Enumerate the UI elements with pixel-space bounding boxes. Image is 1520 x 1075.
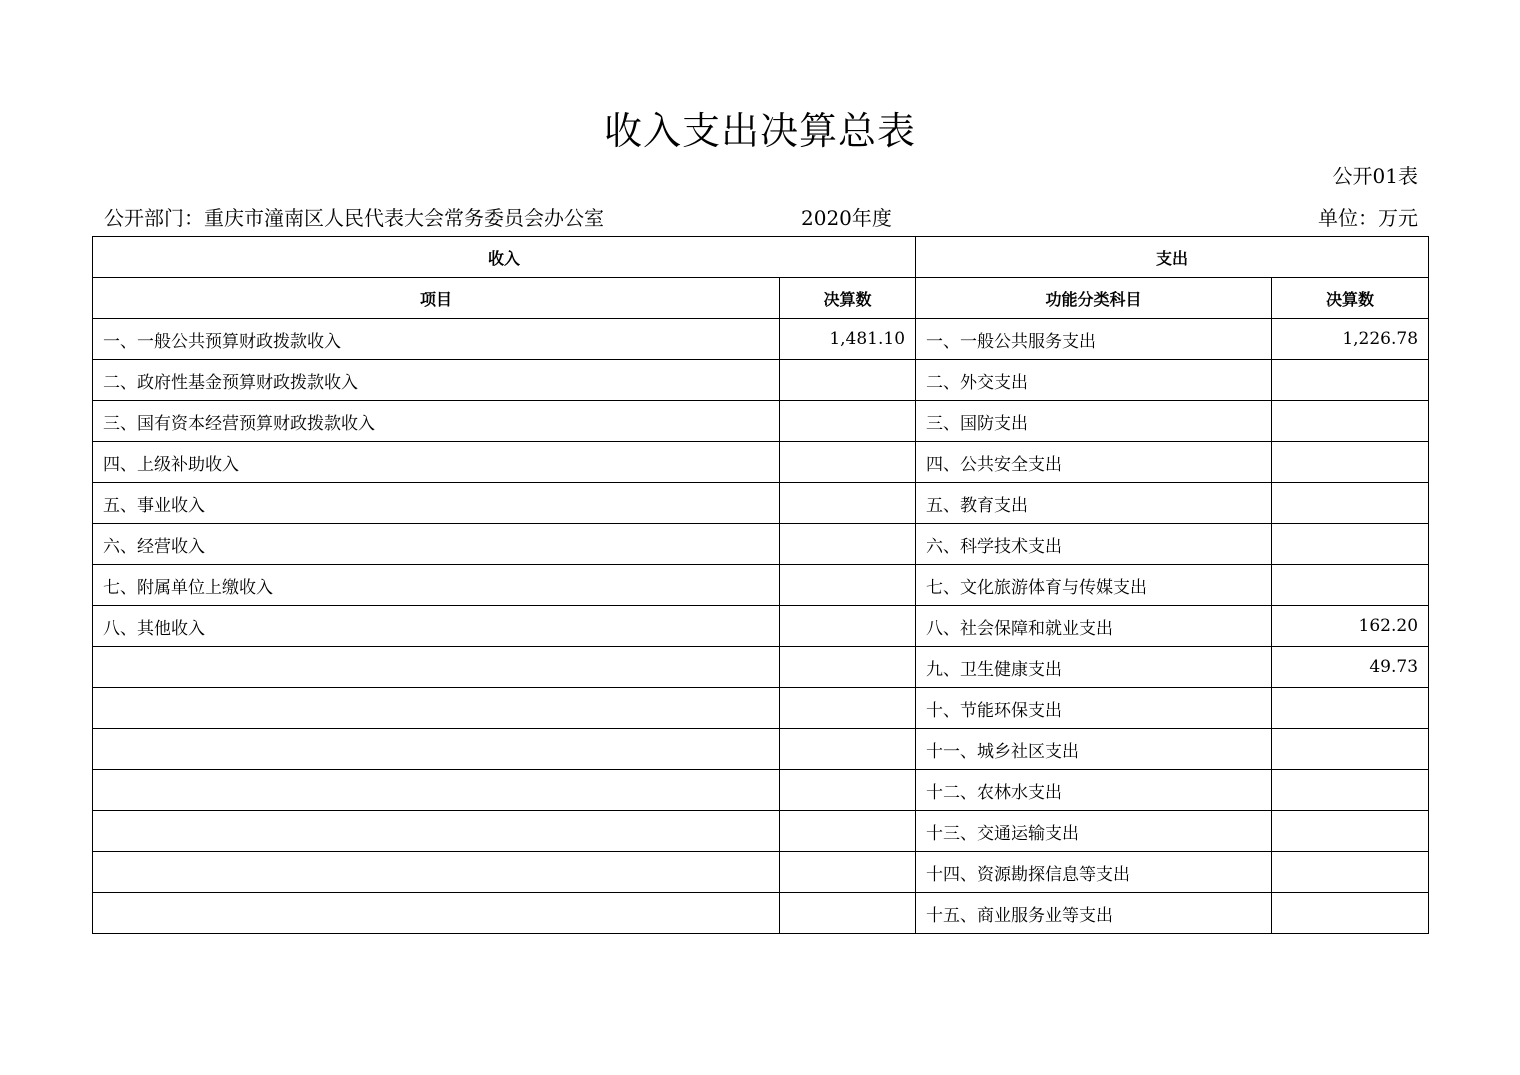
expense-item-cell: 九、卫生健康支出 [916,647,1272,688]
income-amount-cell [780,524,916,565]
expense-item-cell: 十二、农林水支出 [916,770,1272,811]
expense-item-cell: 四、公共安全支出 [916,442,1272,483]
income-amount-cell [780,442,916,483]
income-item-cell: 七、附属单位上缴收入 [93,565,780,606]
expense-item-cell: 十一、城乡社区支出 [916,729,1272,770]
expense-item-cell: 二、外交支出 [916,360,1272,401]
table-row [93,483,1429,524]
table-row [93,442,1429,483]
expense-amount-cell [1272,360,1429,401]
expense-amount-cell [1272,770,1429,811]
expense-item-cell: 八、社会保障和就业支出 [916,606,1272,647]
table-row [93,319,1429,360]
expense-amount-cell [1272,442,1429,483]
income-amount-cell [780,688,916,729]
income-amount-cell [780,647,916,688]
income-item-cell [93,688,780,729]
expense-item-cell: 六、科学技术支出 [916,524,1272,565]
expense-item-cell: 十五、商业服务业等支出 [916,893,1272,934]
expense-item-cell: 十、节能环保支出 [916,688,1272,729]
income-amount-cell [780,770,916,811]
income-expense-table [92,236,1429,934]
income-item-cell: 八、其他收入 [93,606,780,647]
expense-amount-cell [1272,483,1429,524]
expense-item-cell: 十四、资源勘探信息等支出 [916,852,1272,893]
expense-amount-cell [1272,565,1429,606]
col-header-function: 功能分类科目 [916,278,1272,319]
expense-item-cell: 十三、交通运输支出 [916,811,1272,852]
expense-amount-cell [1272,811,1429,852]
income-amount-cell [780,401,916,442]
table-row [93,811,1429,852]
expense-amount-cell: 162.20 [1272,606,1429,647]
income-amount-cell [780,729,916,770]
income-amount-cell: 1,481.10 [780,319,916,360]
income-item-cell [93,729,780,770]
column-header-row [93,278,1429,319]
table-row [93,524,1429,565]
page-title: 收入支出决算总表 [603,109,916,153]
col-header-item: 项目 [93,278,780,319]
table-row [93,360,1429,401]
col-header-expense-amount: 决算数 [1272,278,1429,319]
income-item-cell: 三、国有资本经营预算财政拨款收入 [93,401,780,442]
expense-item-cell: 一、一般公共服务支出 [916,319,1272,360]
unit-label: 单位：万元 [1318,206,1418,230]
income-item-cell: 二、政府性基金预算财政拨款收入 [93,360,780,401]
form-number: 公开01表 [1332,164,1418,188]
table-row [93,688,1429,729]
income-item-cell: 四、上级补助收入 [93,442,780,483]
expense-header: 支出 [916,237,1429,278]
expense-amount-cell [1272,401,1429,442]
table-row [93,852,1429,893]
expense-item-cell: 三、国防支出 [916,401,1272,442]
table-row [93,770,1429,811]
income-amount-cell [780,360,916,401]
income-item-cell [93,770,780,811]
income-item-cell [93,852,780,893]
expense-amount-cell [1272,852,1429,893]
income-item-cell [93,647,780,688]
table-row [93,729,1429,770]
expense-amount-cell: 1,226.78 [1272,319,1429,360]
income-item-cell: 一、一般公共预算财政拨款收入 [93,319,780,360]
table-row [93,647,1429,688]
income-amount-cell [780,483,916,524]
section-header-row [93,237,1429,278]
income-amount-cell [780,893,916,934]
expense-amount-cell: 49.73 [1272,647,1429,688]
table-row [93,606,1429,647]
table-row [93,565,1429,606]
income-header: 收入 [93,237,916,278]
table-row [93,893,1429,934]
expense-amount-cell [1272,688,1429,729]
income-amount-cell [780,606,916,647]
income-amount-cell [780,565,916,606]
income-item-cell [93,811,780,852]
table-row [93,401,1429,442]
expense-amount-cell [1272,524,1429,565]
expense-item-cell: 七、文化旅游体育与传媒支出 [916,565,1272,606]
document-meta [104,202,1418,230]
income-item-cell: 五、事业收入 [93,483,780,524]
fiscal-year: 2020年度 [801,206,892,230]
income-amount-cell [780,852,916,893]
income-item-cell: 六、经营收入 [93,524,780,565]
income-amount-cell [780,811,916,852]
expense-amount-cell [1272,893,1429,934]
department-label: 公开部门：重庆市潼南区人民代表大会常务委员会办公室 [104,206,604,230]
expense-item-cell: 五、教育支出 [916,483,1272,524]
table-body [93,319,1429,934]
income-item-cell [93,893,780,934]
expense-amount-cell [1272,729,1429,770]
col-header-income-amount: 决算数 [780,278,916,319]
